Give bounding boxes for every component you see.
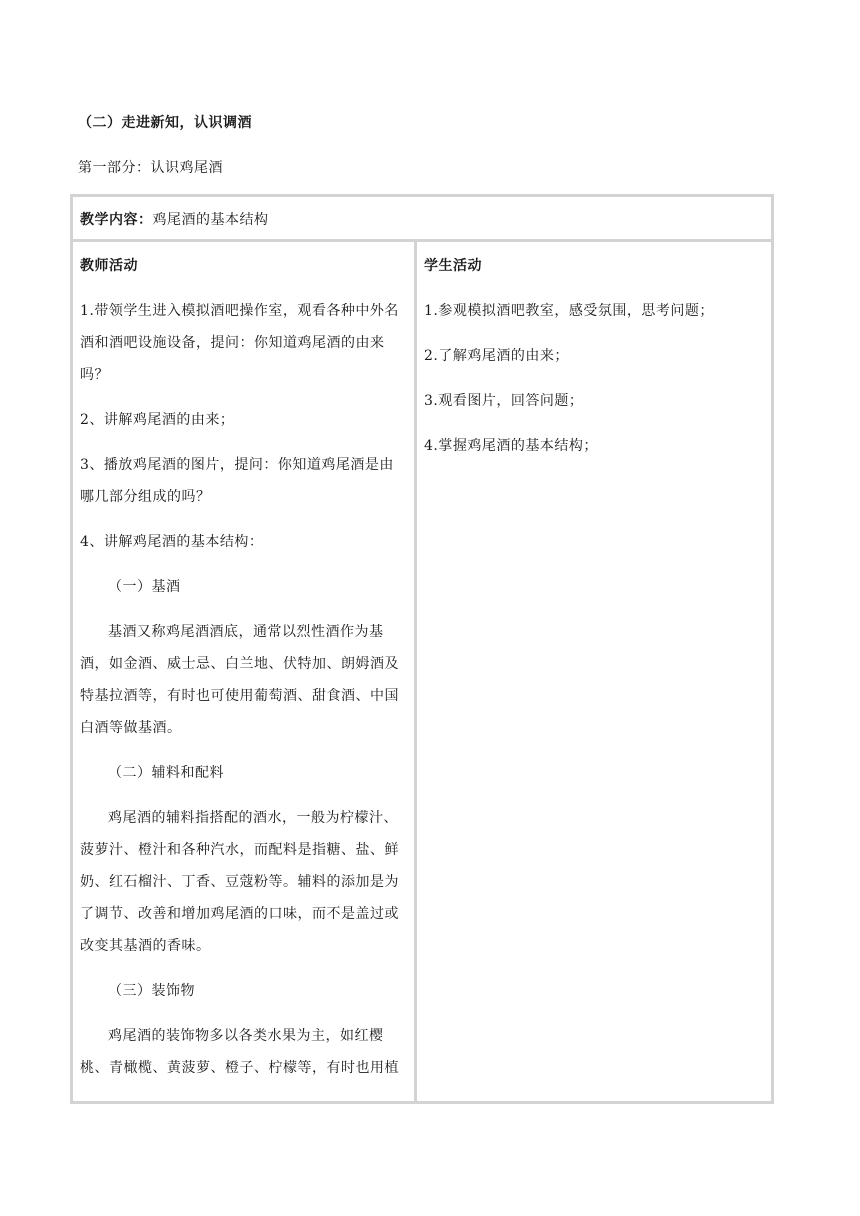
teaching-content-label: 教学内容：: [80, 212, 153, 228]
teacher-activity-column: [73, 242, 414, 1084]
subheading-mixers: （二）辅料和配料: [108, 765, 224, 781]
part-title: 第一部分：认识鸡尾酒: [78, 160, 223, 176]
teaching-content-row: [73, 197, 771, 242]
teaching-content-text: [80, 209, 269, 229]
student-item-4: 4.掌握鸡尾酒的基本结构；: [424, 438, 598, 454]
teacher-item-2: 2、讲解鸡尾酒的由来；: [80, 412, 235, 428]
teacher-activity-header: 教师活动: [80, 258, 138, 274]
section-heading: （二）走进新知，认识调酒: [78, 115, 252, 131]
lesson-table: [70, 194, 774, 1104]
subheading-base-spirit: （一）基酒: [108, 579, 181, 595]
subheading-garnish: （三）装饰物: [108, 983, 195, 999]
teacher-item-1: 1.带领学生进入模拟酒吧操作室，观看各种中外名酒和酒吧设施设备，提问：你知道鸡尾酒的由来吗？: [80, 303, 399, 383]
paragraph-base-spirit: 基酒又称鸡尾酒酒底，通常以烈性酒作为基酒，如金酒、威士忌、白兰地、伏特加、朗姆酒及特基拉酒等，有时也可使用葡萄酒、甜食酒、中国白酒等做基酒。: [80, 624, 399, 736]
student-item-3: 3.观看图片，回答问题；: [424, 393, 584, 409]
paragraph-mixers: 鸡尾酒的辅料指搭配的酒水，一般为柠檬汁、菠萝汁、橙汁和各种汽水，而配料是指糖、盐、鲜奶、红石榴汁、丁香、豆蔻粉等。辅料的添加是为了调节、改善和增加鸡尾酒的口味，而不是盖过或改变其基酒的香味。: [80, 810, 399, 954]
paragraph-garnish: 鸡尾酒的装饰物多以各类水果为主，如红樱桃、青橄榄、黄菠萝、橙子、柠檬等，有时也用植: [80, 1028, 399, 1076]
teaching-content-value: 鸡尾酒的基本结构: [152, 212, 269, 228]
teacher-item-3: 3、播放鸡尾酒的图片，提问：你知道鸡尾酒是由哪几部分组成的吗？: [80, 457, 394, 505]
teacher-item-4: 4、讲解鸡尾酒的基本结构：: [80, 534, 264, 550]
student-activity-column: [417, 242, 771, 462]
student-item-2: 2.了解鸡尾酒的由来；: [424, 348, 569, 364]
student-item-1: 1.参观模拟酒吧教室，感受氛围，思考问题；: [424, 303, 714, 319]
student-activity-header: 学生活动: [424, 258, 482, 274]
